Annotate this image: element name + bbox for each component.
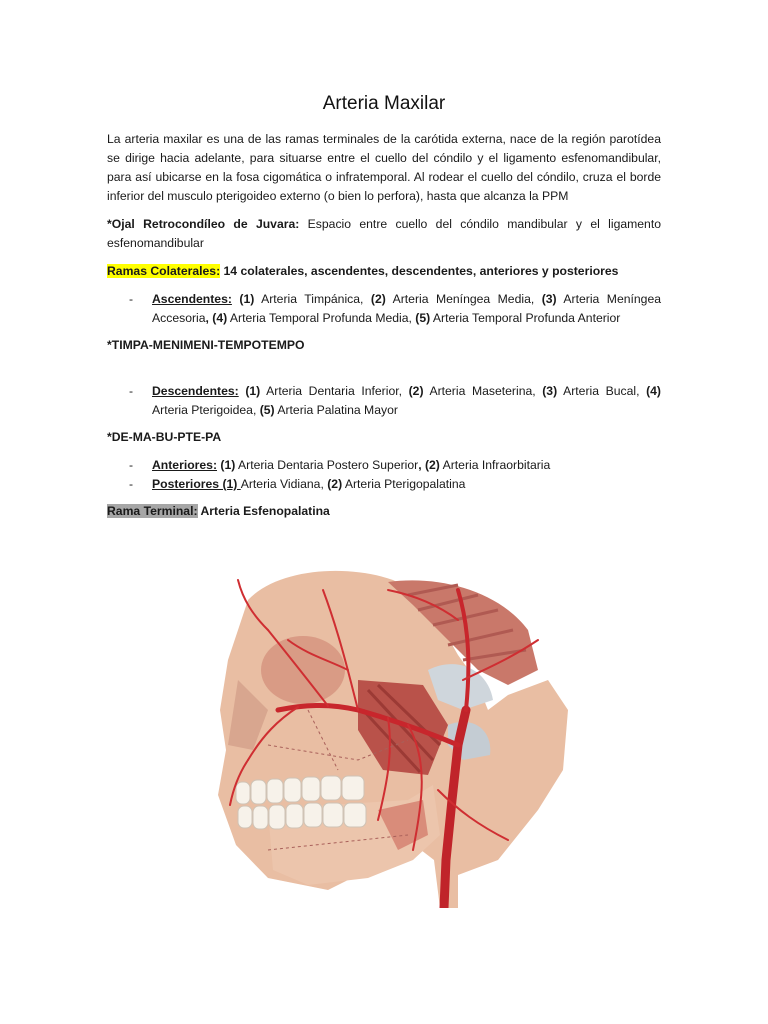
number-2: (2) bbox=[370, 292, 386, 306]
item-text: Arteria Infraorbitaria bbox=[439, 458, 551, 472]
colaterales-text: 14 colaterales, ascendentes, descendentes, anteriores y posteriores bbox=[220, 264, 619, 278]
posteriores-label: Posteriores (1) bbox=[152, 477, 241, 491]
list-item-posteriores bbox=[107, 475, 661, 494]
number-1: (1) bbox=[217, 458, 236, 472]
bullet-dash: - bbox=[129, 384, 134, 398]
item-text: Arteria Vidiana, bbox=[240, 477, 328, 491]
number-2: , (2) bbox=[418, 458, 440, 472]
list-item-anteriores bbox=[107, 456, 661, 475]
bullet-dash: - bbox=[129, 458, 134, 472]
mnemonic-descendentes: *DE-MA-BU-PTE-PA bbox=[107, 430, 222, 444]
item-text: Arteria Meníngea Accesoria bbox=[152, 292, 662, 325]
anteriores-label: Anteriores: bbox=[152, 458, 218, 472]
ascendentes-list bbox=[107, 290, 661, 328]
number-1: (1) bbox=[238, 384, 261, 398]
item-text: Arteria Dentaria Inferior, bbox=[260, 384, 409, 398]
descendentes-list bbox=[107, 382, 661, 420]
number-5: (5) bbox=[259, 403, 275, 417]
number-3: (3) bbox=[542, 384, 558, 398]
item-text: Arteria Timpánica, bbox=[254, 292, 371, 306]
item-text: Arteria Maseterina, bbox=[423, 384, 543, 398]
colaterales-paragraph bbox=[107, 262, 661, 281]
terminal-label: Rama Terminal: bbox=[107, 504, 198, 518]
list-item-descendentes bbox=[107, 382, 661, 420]
number-5: (5) bbox=[415, 311, 431, 325]
intro-paragraph: La arteria maxilar es una de las ramas terminales de la carótida externa, nace de la región parotídea se dirige hacia adelante, para situarse entre el cuello del cóndilo y el ligamento esfenomandibular, para así ubicarse en la fosa cigomática o infratemporal. Al rodear el cuello del cóndilo, cruza el borde inferior del musculo pterigoideo externo (o bien lo perfora), hasta que alcanza la PPM bbox=[107, 132, 661, 203]
bullet-dash: - bbox=[129, 477, 134, 491]
number-4: , (4) bbox=[205, 311, 228, 325]
document-title: Arteria Maxilar bbox=[322, 93, 446, 114]
orbit bbox=[261, 636, 345, 704]
ascendentes-label: Ascendentes: bbox=[152, 292, 232, 306]
mnemonic-ascendentes: *TIMPA-MENIMENI-TEMPOTEMPO bbox=[107, 338, 305, 352]
number-2: (2) bbox=[327, 477, 343, 491]
anteriores-posteriores-list bbox=[107, 456, 661, 494]
number-3: (3) bbox=[541, 292, 557, 306]
colaterales-label: Ramas Colaterales: bbox=[107, 264, 221, 278]
item-text: Arteria Pterigoidea, bbox=[152, 403, 260, 417]
list-item-ascendentes bbox=[107, 290, 661, 328]
ojal-text: Espacio entre cuello del cóndilo mandibular y el ligamento esfenomandibular bbox=[107, 217, 662, 250]
item-text: Arteria Temporal Profunda Anterior bbox=[430, 311, 621, 325]
ojal-paragraph bbox=[107, 215, 661, 253]
descendentes-label: Descendentes: bbox=[152, 384, 239, 398]
item-text: Arteria Bucal, bbox=[557, 384, 647, 398]
item-text: Arteria Dentaria Postero Superior bbox=[235, 458, 419, 472]
item-text: Arteria Temporal Profunda Media, bbox=[227, 311, 416, 325]
ojal-label: *Ojal Retrocondíleo de Juvara: bbox=[107, 217, 300, 231]
terminal-text: Arteria Esfenopalatina bbox=[197, 504, 330, 518]
terminal-paragraph bbox=[107, 502, 661, 521]
number-2: (2) bbox=[408, 384, 424, 398]
item-text: Arteria Pterigopalatina bbox=[342, 477, 466, 491]
document-page bbox=[107, 88, 661, 530]
item-text: Arteria Palatina Mayor bbox=[274, 403, 398, 417]
spacer bbox=[107, 364, 661, 382]
number-4: (4) bbox=[646, 384, 661, 398]
number-1: (1) bbox=[231, 292, 255, 306]
maxillary-artery-illustration bbox=[208, 560, 574, 908]
bullet-dash: - bbox=[129, 292, 134, 306]
item-text: Arteria Meníngea Media, bbox=[385, 292, 542, 306]
